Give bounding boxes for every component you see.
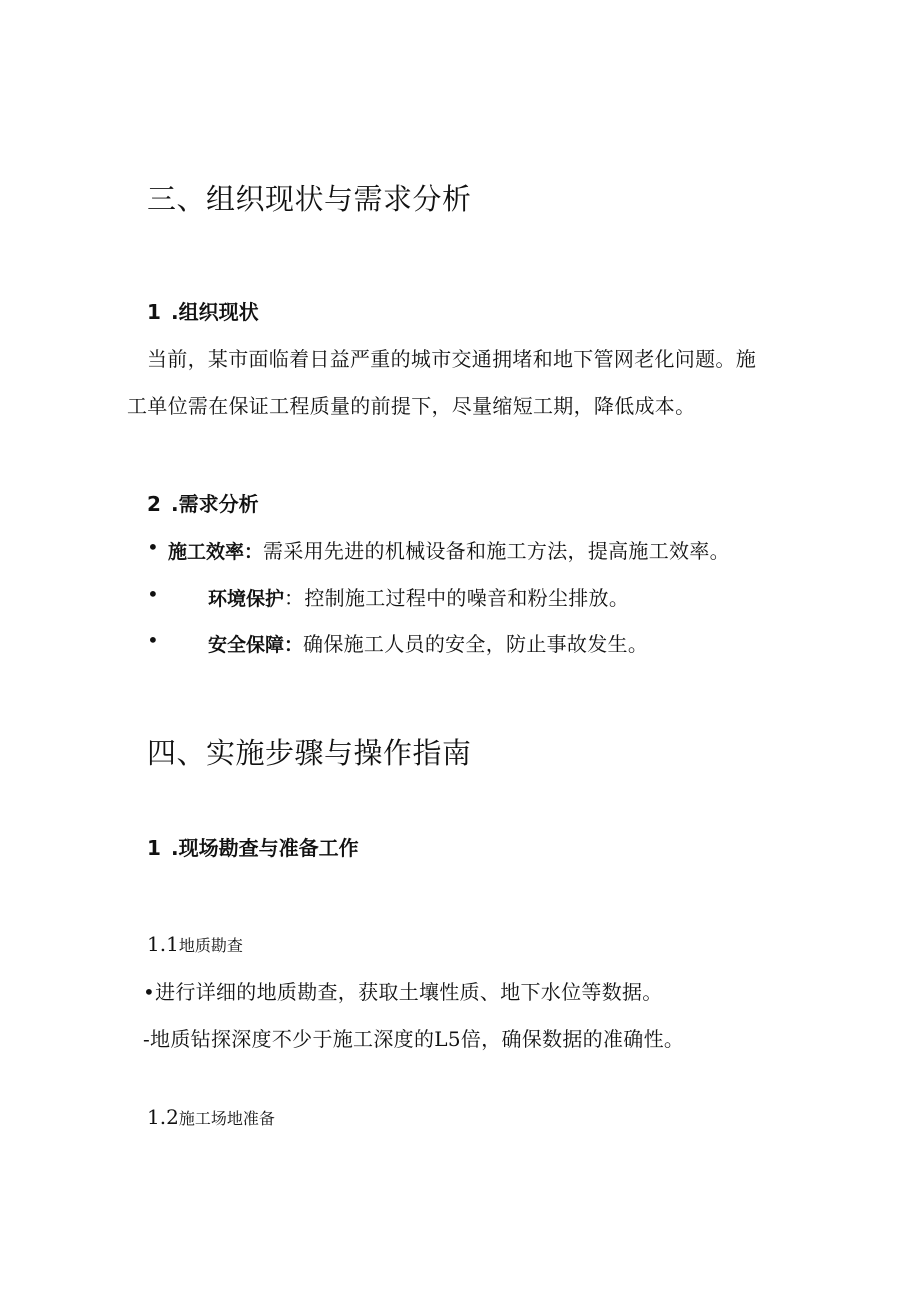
bullet-text: ：控制施工过程中的噪音和粉尘排放。: [284, 586, 630, 610]
subsection-4-1-number: 1: [147, 836, 161, 860]
subsection-2-number: 2: [147, 492, 161, 516]
subsection-2-title: .需求分析: [171, 492, 259, 516]
bullet-content: [168, 535, 730, 564]
section-4-heading: 四、实施步骤与操作指南: [147, 736, 472, 770]
bullet-item: [147, 582, 159, 606]
subsection-1-2-heading: [147, 1105, 275, 1129]
section-3-heading: 三、组织现状与需求分析: [147, 182, 472, 216]
bullet-item: [147, 628, 159, 652]
bullet-content: [208, 628, 648, 657]
bullet-marker: •: [147, 582, 159, 606]
survey-line-1: •进行详细的地质勘查，获取土壤性质、地下水位等数据。: [143, 980, 663, 1004]
bullet-label: 环境保护: [208, 588, 285, 610]
subsection-4-1-heading: [147, 832, 359, 861]
subsection-1-1-number: 1.1: [147, 932, 179, 956]
subsection-1-1-heading: [147, 932, 243, 956]
subsection-1-2-number: 1.2: [147, 1105, 179, 1129]
paragraph-line-2: 工单位需在保证工程质量的前提下，尽量缩短工期，降低成本。: [127, 394, 696, 418]
bullet-marker: •: [147, 628, 159, 652]
bullet-label: 施工效率：: [168, 541, 264, 563]
subsection-1-1-title: 地质勘查: [178, 936, 243, 955]
subsection-1-heading: [147, 296, 259, 325]
paragraph-line-1: 当前，某市面临着日益严重的城市交通拥堵和地下管网老化问题。施: [147, 347, 756, 371]
bullet-item: [147, 535, 159, 559]
bullet-marker: •: [147, 535, 159, 559]
subsection-1-title: .组织现状: [171, 300, 259, 324]
subsection-4-1-title: .现场勘查与准备工作: [171, 836, 359, 860]
survey-line-2: -地质钻探深度不少于施工深度的L5倍，确保数据的准确性。: [143, 1027, 685, 1051]
bullet-content: [208, 582, 629, 611]
subsection-1-2-title: 施工场地准备: [178, 1109, 275, 1128]
subsection-2-heading: [147, 488, 259, 517]
subsection-1-number: 1: [147, 300, 161, 324]
bullet-label: 安全保障：: [208, 634, 304, 656]
bullet-text: 需采用先进的机械设备和施工方法，提高施工效率。: [263, 539, 730, 563]
bullet-text: 确保施工人员的安全，防止事故发生。: [303, 632, 649, 656]
